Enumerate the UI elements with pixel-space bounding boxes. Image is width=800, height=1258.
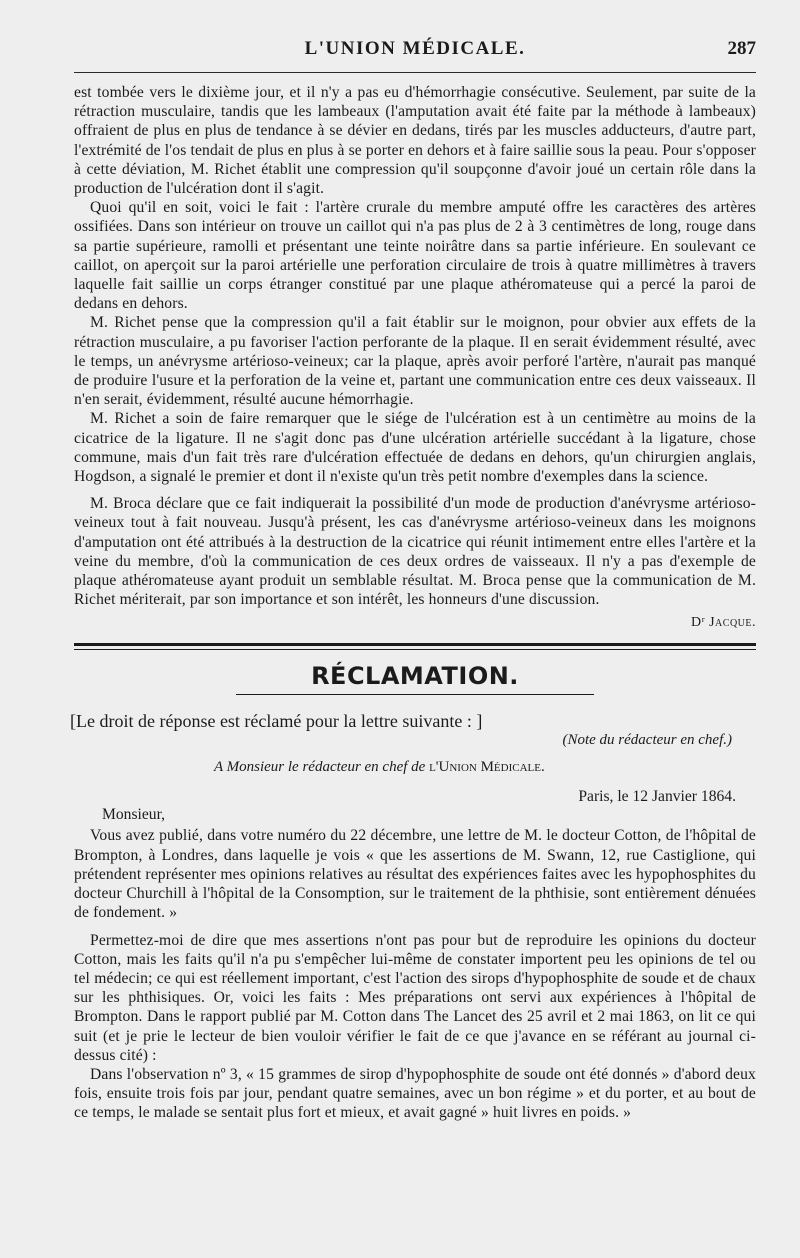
editor-note: (Note du rédacteur en chef.) — [562, 732, 732, 749]
lead-line: [Le droit de réponse est réclamé pour la lettre suivante : ] — [70, 711, 483, 732]
section-heading: RÉCLAMATION. — [311, 662, 519, 691]
letter-salutation: Monsieur, — [102, 806, 166, 824]
paragraph: est tombée vers le dixième jour, et il n'y a pas eu d'hémorrhagie consécutive. Seulement, par suite de la rétraction musculaire, tandis que les lambeaux (l'amputation avait été faite par la méthode à lambeaux) offraient de plus en plus de tendance à se dévier en dedans, tirés par les muscles adducteurs, d'autre part, l'extrémité de l'os tendait de plus en plus à se porter en dehors et à faire saillie sous la peau. Pour s'opposer à cette déviation, M. Richet établit une compression qu'il soupçonne d'avoir joué un certain rôle dans la production de l'ulcération dont il s'agit. — [74, 84, 756, 198]
running-head — [74, 38, 756, 66]
letter-paragraph: Dans l'observation nº 3, « 15 grammes de sirop d'hypophosphite de soude ont été donnés » d'abord deux fois, ensuite trois fois par jour, pendant quatre semaines, avec un bon régime » et du porter, et au bout de ce temps, le malade se sentait plus fort et mieux, et avait gagné » huit livres en poids. » — [74, 1065, 756, 1122]
header-rule — [74, 72, 756, 73]
paragraph: M. Broca déclare que ce fait indiquerait la possibilité d'un mode de production d'anévrysme artérioso-veineux tout à fait nouveau. Jusqu'à présent, les cas d'anévrysme artérioso-veineux dans les moignons d'amputation ont été attribués à la destruction de la cicatrice qui réunit intimement entre elles l'artère et la veine du membre, d'où la communication de ces deux ordres de vaisseaux. Il n'y a pas d'exemple de plaque athéromateuse ayant produit un semblable résultat. M. Broca pense que la communication de M. Richet mériterait, par son importance et son intérêt, les honneurs d'une discussion. — [74, 495, 756, 609]
address-journal: l'Union Médicale. — [429, 759, 545, 776]
page-number: 287 — [727, 38, 756, 59]
heading-underline — [236, 694, 594, 695]
paragraph: M. Richet pense que la compression qu'il a fait établir sur le moignon, pour obvier aux effets de la rétraction musculaire, a pu favoriser l'action perforante de la plaque. Il en serait évidemment résulté, avec le temps, un anévrysme artérioso-veineux; car la plaque, après avoir perforé l'artère, n'aurait pas manqué de produire l'usure et la perforation de la veine et, partant une communication entre ces deux vaisseaux. Il n'en serait, évidemment, résulté aucune hémorrhagie. — [74, 314, 756, 409]
journal-title: L'UNION MÉDICALE. — [304, 38, 526, 59]
letter-address — [214, 759, 756, 776]
paragraph: Quoi qu'il en soit, voici le fait : l'artère crurale du membre amputé offre les caractères des artères ossifiées. Dans son intérieur on trouve un caillot qui n'a pas plus de 2 à 3 centimètres de long, rouge dans sa partie supérieure, ramolli et présentant une teinte noirâtre dans sa partie inférieure. En soulevant ce caillot, on aperçoit sur la paroi artérielle une perforation circulaire de trois à quatre millimètres à travers laquelle fait saillie un corps étranger constitué par une plaque athéromateuse qui a percé la paroi de dedans en dehors. — [74, 199, 756, 313]
letter-paragraph: Permettez-moi de dire que mes assertions n'ont pas pour but de reproduire les opinions du docteur Cotton, mais les faits qu'il n'a pu s'empêcher lui-même de constater importent peu les opinions de tel ou tel médecin; ce qui est réellement important, c'est l'action des sirops d'hypophosphite de soude et de chaux sur les phthisiques. Or, voici les faits : Mes préparations ont servi aux expériences à l'hôpital de Brompton. Dans le rapport publié par M. Cotton dans The Lancet des 25 avril et 2 mai 1863, on lit ce qui suit (et je prie le lecteur de bien vouloir vérifier le fait de ce que j'avance en se référant au journal ci-dessus cité) : — [74, 931, 756, 1064]
address-prefix: A Monsieur le rédacteur en chef de — [214, 759, 426, 776]
letter-paragraph: Vous avez publié, dans votre numéro du 22 décembre, une lettre de M. le docteur Cotton, de l'hôpital de Brompton, à Londres, dans laquelle je vois « que les assertions de M. Swann, 12, rue Castiglione, qui prétendent représenter mes opinions relatives au résultat des expériences faites avec les hypophosphites du docteur Churchill à l'hôpital de la Consomption, sur le traitement de la phthisie, sont entièrement dénuées de fondement. » — [74, 827, 756, 922]
paragraph: M. Richet a soin de faire remarquer que le siége de l'ulcération est à un centimètre au moins de la cicatrice de la ligature. Il ne s'agit donc pas d'une ulcération artérielle succédant à la ligature, chose commune, mais d'un fait très rare d'ulcération effectuée de dedans en dehors, qu'un chirurgien anglais, Hogdson, a signalé le premier et dont il n'existe qu'un très petit nombre d'exemples dans la science. — [74, 410, 756, 486]
author-signature: Dʳ Jacque. — [690, 615, 756, 631]
letter-dateline: Paris, le 12 Janvier 1864. — [578, 788, 736, 806]
section-divider — [74, 643, 756, 646]
section-divider-thin — [74, 649, 756, 650]
